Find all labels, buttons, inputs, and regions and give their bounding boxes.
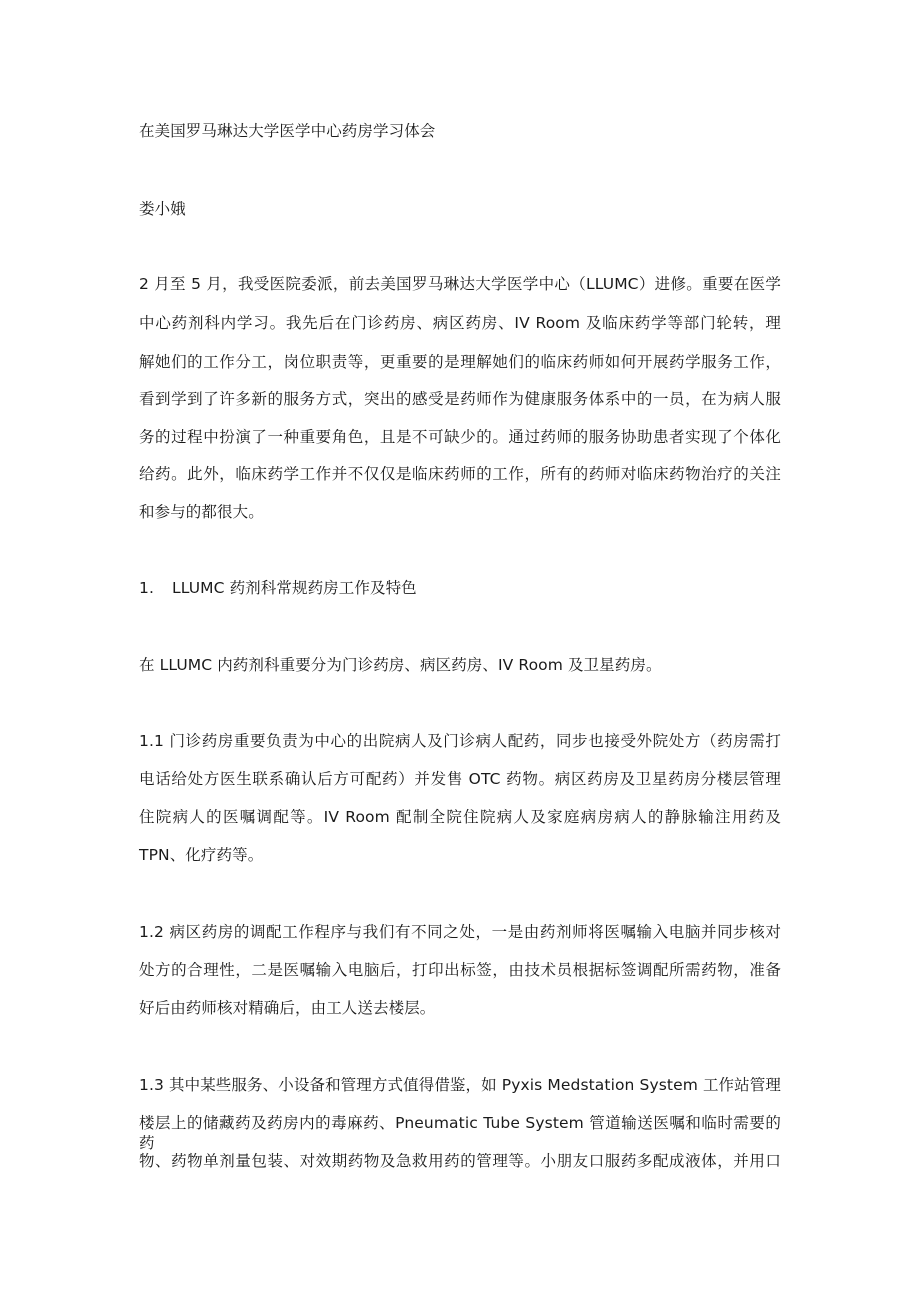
paragraph-1-3-line: 楼层上的储藏药及药房内的毒麻药、Pneumatic Tube System 管道输送医嘱和临时需要的药	[139, 1114, 781, 1152]
intro-line: 务的过程中扮演了一种重要角色，且是不可缺少的。通过药师的服务协助患者实现了个体化	[139, 428, 781, 446]
document-title: 在美国罗马琳达大学医学中心药房学习体会	[139, 122, 436, 140]
section-heading	[139, 578, 417, 598]
paragraph-1-1-line: TPN、化疗药等。	[139, 846, 264, 864]
intro-line: 和参与的都很大。	[139, 503, 264, 521]
intro-line: 给药。此外，临床药学工作并不仅仅是临床药师的工作，所有的药师对临床药物治疗的关注	[139, 465, 781, 483]
intro-line: 看到学到了许多新的服务方式，突出的感受是药师作为健康服务体系中的一员，在为病人服	[139, 390, 781, 408]
section-number: 1.	[139, 579, 154, 597]
intro-line: 2 月至 5 月，我受医院委派，前去美国罗马琳达大学医学中心（LLUMC）进修。重要在医学	[139, 275, 781, 293]
paragraph-1-1-line: 住院病人的医嘱调配等。IV Room 配制全院住院病人及家庭病房病人的静脉输注用药及	[139, 808, 781, 826]
intro-line: 解她们的工作分工，岗位职责等，更重要的是理解她们的临床药师如何开展药学服务工作，	[139, 353, 781, 371]
intro-line: 中心药剂科内学习。我先后在门诊药房、病区药房、IV Room 及临床药学等部门轮转，理	[139, 314, 781, 332]
paragraph-1-3-line: 物、药物单剂量包装、对效期药物及急救用药的管理等。小朋友口服药多配成液体，并用口	[139, 1152, 781, 1170]
paragraph-1-2-line: 1.2 病区药房的调配工作程序与我们有不同之处，一是由药剂师将医嘱输入电脑并同步核对	[139, 923, 781, 941]
author-name: 娄小娥	[139, 200, 186, 218]
paragraph-1-1-line: 电话给处方医生联系确认后方可配药）并发售 OTC 药物。病区药房及卫星药房分楼层管理	[139, 770, 781, 788]
section-intro: 在 LLUMC 内药剂科重要分为门诊药房、病区药房、IV Room 及卫星药房。	[139, 656, 662, 674]
paragraph-1-2-line: 处方的合理性，二是医嘱输入电脑后，打印出标签，由技术员根据标签调配所需药物，准备	[139, 961, 781, 979]
paragraph-1-1-line: 1.1 门诊药房重要负责为中心的出院病人及门诊病人配药，同步也接受外院处方（药房需打	[139, 732, 781, 750]
section-title: LLUMC 药剂科常规药房工作及特色	[172, 579, 417, 597]
paragraph-1-3-line: 1.3 其中某些服务、小设备和管理方式值得借鉴，如 Pyxis Medstation System 工作站管理	[139, 1076, 781, 1094]
paragraph-1-2-line: 好后由药师核对精确后，由工人送去楼层。	[139, 999, 436, 1017]
